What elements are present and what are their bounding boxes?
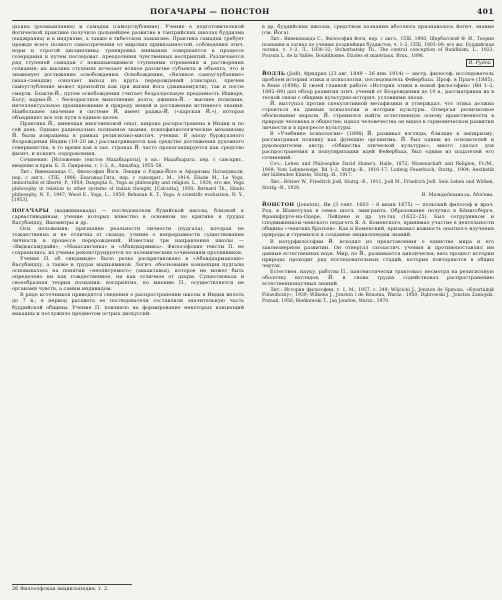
page-footer xyxy=(12,586,494,594)
paragraph: В «Учебнике психологии» (1896) Й. развивал взгляды, близкие к эмпиризму, рассматривая психику как функцию организма. Й. был одним из основателей и руководителем австр. «Общества этической культуры»; много сделал для распространения и популяризации идей Фейербаха, был одним из издателей его сочинений. xyxy=(262,130,494,162)
entry-intro: (Jonston), Ян (3 сент. 1603 – 8 июня 1675) — польский философ и врач. Род. в Шамотулах в семье шотл. эмигранта. Образование получил в Кёнигсберге, Франкфурте-на-Одере, Лейдене и др. ун-тах (1622–25). Был сотрудником и сподвижником чешского педагога Я. А. Коменского, принимал участие в деятельности общины «чешских братьев». Как и Коменский, признавал важность опытного изучения природы и стремился к созданию энциклопедии знаний. xyxy=(262,202,494,239)
entry-headword-pogachary: ПОГАЧАРЫ xyxy=(12,207,49,214)
paragraph: в др. буддийских школах, средством познания абсолюта признавалось йогич. знание (см. Йога). xyxy=(262,24,494,37)
paragraph: дхьяна (размышление) и самадхи (самоуглубление). Учение о подготовительной йогической практике получило дальнейшее развитие в тантрийских школах буддизма (ваджраяна) и в индуизме, а также в тибетском ламаизме. Практика самадхи требует прежде всего полного самоотречения от мирских привязанностей, соблюдения этич. норм и строгой дисциплины; тренировка внимания совершается в процессе созерцания и путем последоват. преодоления чувственных восприятий. Различаются ряд ступеней самадхи с повышающимися ступенями отрешения и растворения сознания: на высших ступенях исчезает всякое различие субъекта и объекта, что и знаменует достижение освобождения. Освобождение, «Великое самоуглубление» (маха-самадхи) означает выход из круга перерождений (сансары), причем самоуглубление может произойти как при жизни йога (дживанмукти), так и после смерти. Бхакти-Й., путем освобождения считает безраздельную преданность Ишваре, Богу; карма-Й. – бескорыстное выполнение долга; джняна-Й. – высшее познание, интеллектуальное проникновение в природу вещей и достижение истинного знания. Наибольшее значение в системе Й. имеет раджа-Й. («царская Й.»), которая объединяет все эти пути в единое целое. xyxy=(12,24,244,121)
entry-intro: (ваджиинавада) — последователи будийской школы, близкой к сарвастивадинам, учение которых известно в основном по критике в трудах Васубандху, Яшомитры и др. xyxy=(12,207,244,226)
entry-headword-jodl: ЙОДЛЬ xyxy=(262,70,286,77)
bibliography: Лит.: Вивекананда С., Философия йоги, пер. с англ., СПБ, 1906; Щербатской Ф. И., Теория познания и логика по учению позднейших буддистов, ч. 1–2, СПБ, 1903–09; его же, Буддийская логика, т. 1–2, Л., 1930–32; Stcherbatsky Th., The central conception of Buddhism, L., 1923; Poussin L. de la Vallée, Bouddhisme. Études et matériaux, Brux., 1898. xyxy=(262,37,494,59)
author-name: В. Рудой xyxy=(466,59,494,67)
bibliography: Лит.: История философии, т. 1, М., 1957, с. 349; Wójcicki J., Jonston de Spinoza, «Kwartalnik Filozoficzny», 1939; Wilkens J., Jonston i de Bononia, Warsz., 1950; Dąbrowski J., Jonston Zamojski, Poznań, 1956; Bieńkowski T., Jan Jonston, Warsz., 1970. xyxy=(262,287,494,305)
paragraph: Й. выступал против спекулятивной метафизики и утверждал, что этика должна строиться на данных психологии и истории культуры. Отвергая религиозное обоснование морали, Й. стремился найти естественную основу нравственности в природе человека и обществе; идеал человечества он видел в гармоническом развитии личности и в прогрессе культуры. xyxy=(262,100,494,131)
bibliography: Соч.: Leben und Philosophie David Hume's, Halle, 1872; Wissenschaft und Religion, Fr./M., 1909; Vom Lebenswege, Bd 1–2, Stuttg.–B., 1916–17; Ludwig Feuerbach, Stuttg., 1904; Aesthetik der bildenden Künste, Stuttg.–B., 1917. xyxy=(262,162,494,179)
entry-headword-jonston: ЙОНСТОН xyxy=(262,202,295,209)
paragraph: В натурфилософии Й. исходил из представления о единстве мира и его закономерном развитии. Он отвергал схоластич. учения и противопоставлял им данные естественных наук. Мир, по Й., развивается циклически; весь процесс истории природы проходит ряд последовательных стадий, которые повторяются в общих чертах. xyxy=(262,238,494,269)
signature-mark: 26 Философская энциклопедия, т. 2. xyxy=(12,586,109,592)
left-column xyxy=(12,24,244,317)
right-column xyxy=(262,24,494,305)
paragraph: Учение П. об «индивиде» было резко раскритиковано в «Абхидхармакоше» Васубандху, а также в трудах мадхьямиков. Логич. обоснование концепции пудгалы основывалось на понятии «неописуемого» (аваактавья), которое не может быть определено ни как тождественное, ни как отличное от дхарм. Существовала и своеобразная теория познания: восприятие, по мнению П., осуществляется не органами чувств, а самим индивидом. xyxy=(12,256,244,293)
entry-paragraph xyxy=(12,208,244,226)
paragraph: Практика Й., имеющая многовековой опыт, широко распространена в Индии и по сей день. Однако рационально познанное знание, психофизиологические механизмы Й. были извращены в рамках религиозно-мистич. учения. В эпоху буржуазного Возрождения Индии (19–20 вв.) рассматриваются как средство достижения духовного совершенства, в то время как в зап. странах Й. часто пропагандируется как средство физич. и психич. оздоровления. xyxy=(12,120,244,157)
running-title: ПОГАЧАРЫ — ПОНСТОН xyxy=(150,7,270,16)
entry-paragraph xyxy=(262,71,494,101)
header-rule xyxy=(12,20,494,21)
page-number: 401 xyxy=(476,7,494,16)
paragraph: Естествен. науку, рабства П., пантеистически трактовал; несмотря на религиозную оболочку взглядов, Й. в своих трудах содействовал распространению естественнонаучных знаний. xyxy=(262,268,494,287)
author-signature: В. Мамардашвили. Москва. xyxy=(421,192,494,199)
paragraph: Осн. положения: признание реальности личности (пудгала), которая не тождественна и не отлична от скандх; учение о непрерывности существования личности в процессе перерождений. Известны три направления школы — «Видьясамудайя», «Махасангхика» и «Абхидхармика». Философские тексты П. не сохранились, их учение реконструируется по полемическим сочинениям противников. xyxy=(12,225,244,257)
footer-rule xyxy=(12,584,132,585)
paragraph: В ряде источников приводятся сведения о распространении школы в Индии вплоть до 7 в.; в период расцвета ее последователи составляли значительную часть буддийской общины. Учение П. повлияло на формирование некоторых концепций махаяны и послужило предметом острых дискуссий. xyxy=(12,292,244,317)
paragraph: Сочинения: [Изложение текстов Махабхараты], в кн.: Махабхарата, пер. с санскрит., введение и прим. Б. Л. Смирнова, т. 1–2, А., Ашхабад, 1955–58. xyxy=(12,158,244,169)
entry-paragraph xyxy=(262,202,494,238)
page-header xyxy=(12,6,494,20)
entry-intro: (Jodl), Фридрих (23 авг. 1849 – 26 янв. 1914) — австр. философ, исследователь проблем истории этики и психологии, последователь Фейербаха. Проф. в Праге (1885), в Вене (1896). В своей главной работе «История этики в новой философии» (Bd 1–2, 1882–89) дал обзор развития этич. учений от Возрождения до 19 в., рассматривая их в тесной связи с общими культурно-историч. условиями эпохи. xyxy=(262,70,494,101)
bibliography: Лит.: Börner W., Friedrich Jodl, Stuttg.–B., 1911; Jodl M., Friedrich Jodl. Sein Leben und Wirken, Stuttg.–B., 1920. xyxy=(262,180,494,191)
bibliography: Лит.: Вивекананда С., Философия Йоги. Лекции о Раджа-Йоге и Афоризмы Патанджали, пер. с англ., СПБ, 1906; Бхагавад-Гита, пер. с санскрит., М., 1914; Eliade M., Le Yoga, immortalité et liberté, P., 1954; Dasgupta S., Yoga as philosophy and religion, L., 1924; его же, Yoga philosophy in relation to other systems of Indian thought, [Calcutta], 1930; Bernard Th., Hindu philosophy, N. Y., 1947; Wood E., Yoga, L., 1959; Behanan K. T., Yoga. A scientific evaluation, N. Y., [1953]. xyxy=(12,170,244,204)
book-page xyxy=(12,6,494,594)
